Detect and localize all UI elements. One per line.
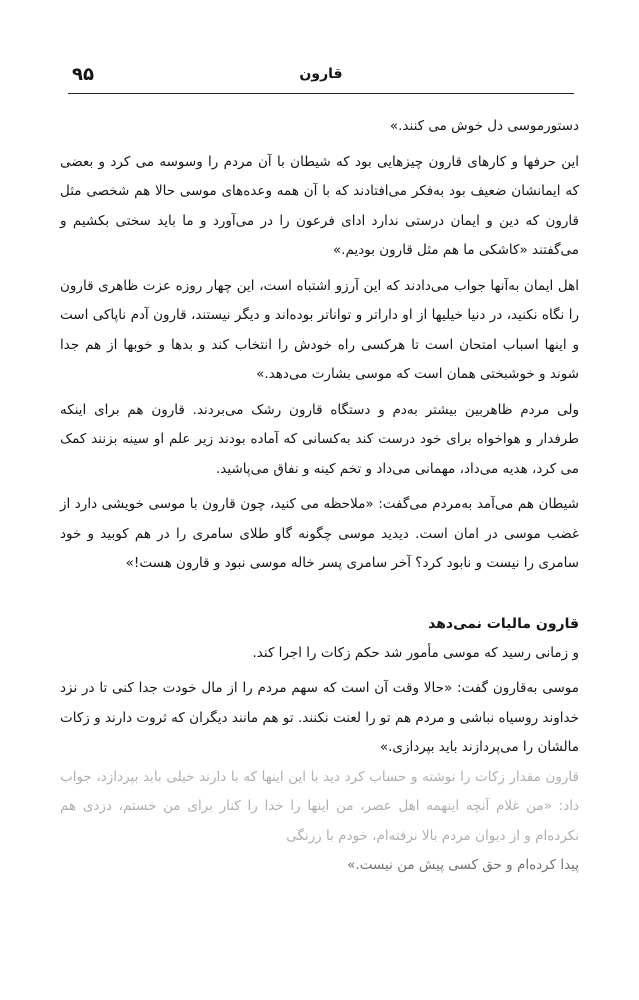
paragraph: و زمانی رسید که موسی مأمور شد حکم زکات را اجرا کند. xyxy=(252,644,579,661)
header-rule xyxy=(68,93,574,94)
page-body xyxy=(60,112,579,881)
paragraph: شیطان هم می‌آمد به‌مردم می‌گفت: «ملاحظه می کنید، چون قارون با موسی خویشی دارد از غضب موسی در امان است. دیدید موسی چگونه گاو طلای سامری را در هم کوبید و خود سامری را نیست و نابود کرد؟ آخر سامری پسر خاله موسی نبود و قارون هست!» xyxy=(60,496,579,571)
page-header xyxy=(68,60,574,94)
page-number: ۹۵ xyxy=(72,64,94,85)
paragraph: این حرفها و کارهای قارون چیزهایی بود که شیطان با آن مردم را وسوسه می کرد و بعضی که ایمانشان ضعیف بود به‌فکر می‌افتادند که با آن همه وعده‌های موسی حالا هم شخصی مثل قارون که دین و ایمان درستی ندارد ادای فرعون را در می‌آورد و ما باید سختی بکشیم و می‌گفتند «کاشکی ما هم مثل قارون بودیم.» xyxy=(60,153,579,258)
running-title: قارون xyxy=(299,66,343,82)
paragraph: ولی مردم ظاهربین بیشتر به‌دم و دستگاه قارون رشک می‌بردند. قارون هم برای اینکه طرفدار و هواخواه برای خود درست کند به‌کسانی که آماده بودند زیر علم او سینه بزنند کمک می کرد، هدیه می‌داد، مهمانی می‌داد و تخم کینه و نفاق می‌پاشید. xyxy=(60,401,579,477)
paragraph: موسی به‌قارون گفت: «حالا وقت آن است که سهم مردم را از مال خودت جدا کنی تا در نزد خداوند روسیاه نباشی و مردم هم تو را لعنت نکنند. تو هم مانند دیگران که ثروت دارند و زکات مالشان را می‌پردازند باید بپردازی.» xyxy=(60,680,579,755)
paragraph: دستورموسی دل خوش می کنند.» xyxy=(389,118,579,134)
paragraph: پیدا کرده‌ام و حق کسی پیش من نیست.» xyxy=(347,857,579,873)
paragraph: اهل ایمان به‌آنها جواب می‌دادند که این آرزو اشتباه است، این چهار روزه عزت ظاهری قارون را نگاه نکنید، در دنیا خیلیها از او داراتر و تواناتر بوده‌اند و دیگر نیستند، قارون آدم ناپاکی است و اینها اسباب امتحان است تا هرکسی راه خودش را انتخاب کند و بدها و خوبها از هم جدا شوند و خوشبختی همان است که موسی بشارت می‌دهد.» xyxy=(60,277,579,382)
section-heading: قارون مالیات نمی‌دهد xyxy=(428,615,579,632)
faded-paragraph: قارون مقدار زکات را نوشته و حساب کرد دید با این اینها که با دارند خیلی باید بپردازد، جواب داد: «من غلام آنچه اینهمه اهل عصر، من اینها را خدا را کنار برای من خستم، دزدی هم نکرده‌ام و از دیوان مردم بالا نرفته‌ام، خودم با زرنگی xyxy=(60,768,579,844)
